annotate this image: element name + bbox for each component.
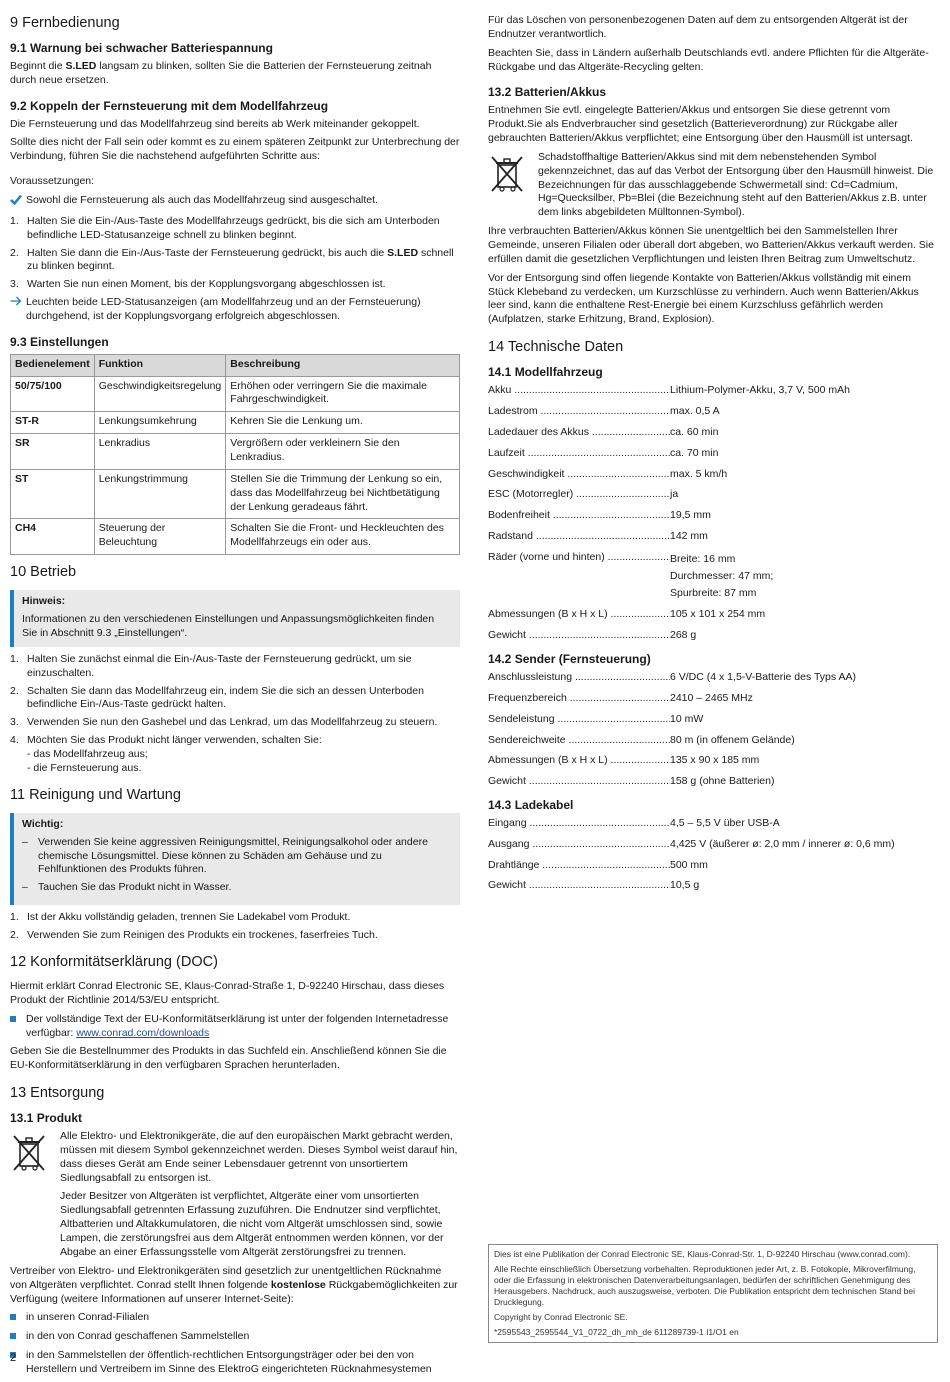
table-cell: Vergrößern oder verkleinern Sie den Lenkradius. <box>226 434 460 470</box>
vehicle-specs <box>488 384 936 643</box>
settings-table <box>10 354 460 555</box>
paragraph-personal-data: Für das Löschen von personenbezogenen Daten auf dem zu entsorgenden Altgerät ist der Endnutzer verantwortlich. <box>488 14 908 40</box>
spec-row: Sendereichweite ..... 80 m (in offenem Gelände) <box>488 734 936 748</box>
spec-row: Gewicht ..... 10,5 g <box>488 879 936 893</box>
section-title-11: 11 Reinigung und Wartung <box>10 786 181 803</box>
list-item: 1. Ist der Akku vollständig geladen, trennen Sie Ladekabel vom Produkt. <box>10 911 351 924</box>
operation-steps <box>10 653 460 776</box>
table-cell: ST <box>11 469 95 519</box>
subsection-title-9-1: 9.1 Warnung bei schwacher Batteriespannung <box>10 41 273 56</box>
list-item: 4. Möchten Sie das Produkt nicht länger verwenden, schalten Sie: - das Modellfahrzeug aus; - die Fernsteuerung aus. <box>10 734 322 774</box>
square-bullet-icon <box>10 1013 26 1027</box>
column-header: Bedienelement <box>11 354 95 376</box>
column-header: Funktion <box>94 354 226 376</box>
subsection-title-13-2: 13.2 Batterien/Akkus <box>488 85 607 100</box>
paragraph-weee-symbol: Alle Elektro- und Elektronikgeräte, die auf den europäischen Markt gebracht werden, müssen mit diesem Symbol gekennzeichnet werden. Dieses Symbol weist darauf hin, dass dieses Gerät am Ende seiner Lebensdauer getrennt von unsortiertem Siedlungsabfall zu entsorgen ist. <box>60 1130 458 1184</box>
hint-text: Informationen zu den verschiedenen Einstellungen und Anpassungsmöglichkeiten finden Sie in Abschnitt 9.3 „Einstellungen“. <box>22 613 435 639</box>
square-bullet-icon <box>10 1311 26 1325</box>
paragraph-hazardous-batteries: Schadstoffhaltige Batterien/Akkus sind mit dem nebenstehenden Symbol gekennzeichnet, das auf das Verbot der Entsorgung über den Hausmüll hinweist. Die Bezeichnungen für das ausschlaggebende Schwermetall sind: Cd=Cadmium, Hg=Quecksilber, Pb=Blei (die Bezeichnung steht auf den Batterien/Akkus z.B. unter dem links abgebildeten Mülltonnen-Symbol). <box>538 150 934 219</box>
table-cell: CH4 <box>11 519 95 555</box>
list-item: 2. Schalten Sie dann das Modellfahrzeug ein, indem Sie die sich an dessen Unterboden befindliche Ein-/Aus-Taste gedrückt halten. <box>10 684 424 711</box>
prerequisite-item: Sowohl die Fernsteuerung als auch das Modellfahrzeug sind ausgeschaltet. <box>10 194 460 210</box>
hint-heading: Hinweis: <box>22 595 66 608</box>
imprint-code: *2595543_2595544_V1_0722_dh_mh_de 611289739-1 I1/O1 en <box>494 1327 739 1338</box>
paragraph-declaration: Hiermit erklärt Conrad Electronic SE, Klaus-Conrad-Straße 1, D-92240 Hirschau, dass dieses Produkt der Richtlinie 2014/53/EU entspricht. <box>10 979 445 1006</box>
list-item: 2. Halten Sie dann die Ein-/Aus-Taste der Fernsteuerung gedrückt, bis auch die S.LED schnell zu blinken beginnt. <box>10 246 454 273</box>
section-title-9: 9 Fernbedienung <box>10 15 120 31</box>
spec-row: Ladedauer des Akkus ..... ca. 60 min <box>488 426 936 440</box>
result-item: Leuchten beide LED-Statusanzeigen (am Modellfahrzeug und an der Fernsteuerung) durchgehend, ist der Kopplungsvorgang erfolgreich abgeschlossen. <box>10 296 460 324</box>
column-header: Beschreibung <box>226 354 460 376</box>
spec-row: Gewicht ..... 268 g <box>488 629 936 643</box>
important-box <box>10 813 460 905</box>
paragraph-pairing-intro: Sollte dies nicht der Fall sein oder kommt es zu einem späteren Zeitpunkt zur Unterbrechung der Verbindung, führen Sie die nachstehend aufgeführten Schritte aus: <box>10 136 460 163</box>
subsection-title-9-2: 9.2 Koppeln der Fernsteuerung mit dem Modellfahrzeug <box>10 98 329 113</box>
subsection-title-14-1: 14.1 Modellfahrzeug <box>488 365 603 380</box>
paragraph-return-batteries: Ihre verbrauchten Batterien/Akkus können Sie unentgeltlich bei den Sammelstellen Ihrer Gemeinde, unseren Filialen oder überall dort abgeben, wo Batterien/Akkus verkauft werden. Sie erfüllen damit die gesetzlichen Verpflichtungen und leisten Ihren Beitrag zum Umweltschutz. <box>488 225 934 265</box>
table-row <box>11 412 460 434</box>
spec-row: Akku ..... Lithium-Polymer-Akku, 3,7 V, 500 mAh <box>488 384 936 398</box>
paragraph-battery-warning: Beginnt die S.LED langsam zu blinken, sollten Sie die Batterien der Fernsteuerung zeitnah durch neue ersetzen. <box>10 59 432 86</box>
important-heading: Wichtig: <box>22 817 64 830</box>
subsection-title-13-1: 13.1 Produkt <box>10 1111 83 1126</box>
table-cell: Lenkungstrimmung <box>94 469 226 519</box>
spec-row: Radstand ..... 142 mm <box>488 530 936 544</box>
square-bullet-icon <box>10 1330 26 1344</box>
cleaning-steps <box>10 911 460 943</box>
table-cell: SR <box>11 434 95 470</box>
table-cell: Stellen Sie die Trimmung der Lenkung so ein, dass das Modellfahrzeug bei Nichtbetätigung der Lenkung geradeaus fährt. <box>226 469 460 519</box>
pairing-steps <box>10 215 460 292</box>
paragraph-paired: Die Fernsteuerung und das Modellfahrzeug sind bereits ab Werk miteinander gekoppelt. <box>10 117 420 130</box>
spec-row: Ausgang ..... 4,425 V (äußerer ø: 2,0 mm / innerer ø: 0,6 mm) <box>488 838 936 852</box>
section-title-13: 13 Entsorgung <box>10 1085 105 1102</box>
spec-row: Bodenfreiheit ..... 19,5 mm <box>488 509 936 523</box>
spec-row: Laufzeit ..... ca. 70 min <box>488 447 936 461</box>
paragraph-owner-duties: Jeder Besitzer von Altgeräten ist verpflichtet, Altgeräte einer vom unsortierten Siedlungsabfall getrennten Erfassung zuzuführen. Die Endnutzer sind verpflichtet, Altbatterien und Altakkumulatoren, die nicht vom Altgerät umschlossen sind, sowie Lampen, die zerstörungsfrei aus dem Altgerät entnommen werden können, vor der Abgabe an einer Erfassungsstelle vom Altgerät zerstörungsfrei zu trennen. <box>60 1190 444 1258</box>
checkmark-icon <box>10 194 26 210</box>
crossed-bin-icon <box>10 1130 60 1265</box>
imprint-copyright: Copyright by Conrad Electronic SE. <box>494 1312 628 1323</box>
table-cell: Geschwindigkeitsregelung <box>94 376 226 412</box>
spec-row-wheels: Räder (vorne und hinten) ..... Breite: 16 mm Durchmesser: 47 mm; Spurbreite: 87 mm <box>488 551 936 601</box>
spec-row: Gewicht ..... 158 g (ohne Batterien) <box>488 775 936 789</box>
arrow-right-icon <box>10 296 26 311</box>
spec-row: Anschlussleistung ..... 6 V/DC (4 x 1,5-V-Batterie des Typs AA) <box>488 671 936 685</box>
hint-box <box>10 590 460 647</box>
table-cell: 50/75/100 <box>11 376 95 412</box>
table-cell: Lenkradius <box>94 434 226 470</box>
paragraph-remove-batteries: Entnehmen Sie evtl. eingelegte Batterien/Akkus und entsorgen Sie diese getrennt vom Produkt.Sie als Endverbraucher sind gesetzlich (Batterieverordnung) zur Rückgabe aller gebrauchten Batterien/Akkus verpflichtet; eine Entsorgung über den Hausmüll ist untersagt. <box>488 104 913 144</box>
list-item: in den von Conrad geschaffenen Sammelstellen <box>10 1330 460 1344</box>
section-title-14: 14 Technische Daten <box>488 339 624 356</box>
list-item: – Tauchen Sie das Produkt nicht in Wasser. <box>22 881 232 894</box>
spec-row: Eingang ..... 4,5 – 5,5 V über USB-A <box>488 817 936 831</box>
spec-row: Sendeleistung ..... 10 mW <box>488 713 936 727</box>
spec-row: Abmessungen (B x H x L) ..... 105 x 101 x 254 mm <box>488 608 936 622</box>
left-column <box>10 14 460 1382</box>
table-cell: Schalten Sie die Front- und Heckleuchten des Modellfahrzeugs ein oder aus. <box>226 519 460 555</box>
table-row <box>11 469 460 519</box>
list-item: 1. Halten Sie die Ein-/Aus-Taste des Modellfahrzeugs gedrückt, bis die sich am Unterboden befindliche LED-Statusanzeige schnell zu blinken beginnt. <box>10 214 440 241</box>
section-title-12: 12 Konformitätserklärung (DOC) <box>10 953 218 970</box>
spec-row: Ladestrom ..... max. 0,5 A <box>488 405 936 419</box>
subsection-title-14-3: 14.3 Ladekabel <box>488 798 574 813</box>
product-disposal-block <box>10 1130 460 1265</box>
imprint-rights: Alle Rechte einschließlich Übersetzung vorbehalten. Reproduktionen jeder Art, z. B. Fotokopie, Mikroverfilmung, oder die Erfassung in elektronischen Datenverarbeitungsanlagen, bedürfen der schriftlichen Genehmigung des Herausgebers. Nachdruck, auch auszugsweise, verboten. Die Publikation entspricht dem technischen Stand bei Drucklegung. <box>494 1264 916 1308</box>
table-header-row <box>11 354 460 376</box>
table-row <box>11 434 460 470</box>
list-item: Der vollständige Text der EU-Konformitätserklärung ist unter der folgenden Internetadresse verfügbar: www.conrad.com/downloads <box>10 1013 460 1041</box>
table-row <box>11 519 460 555</box>
table-row <box>11 376 460 412</box>
page-number: 2 <box>10 1352 17 1364</box>
cable-specs <box>488 817 936 893</box>
imprint-box <box>488 1244 938 1343</box>
prerequisites-label: Voraussetzungen: <box>10 175 95 188</box>
paragraph-short-circuit: Vor der Entsorgung sind offen liegende Kontakte von Batterien/Akkus vollständig mit einem Stück Klebeband zu verdecken, um Kurzschlüsse zu verhindern. Auch wenn Batterien/Akkus leer sind, kann die enthaltene Rest-Energie bei einem Kurzschluss gefährlich werden (Aufplatzen, starke Erhitzung, Brand, Explosion). <box>488 271 919 326</box>
table-cell: Kehren Sie die Lenkung um. <box>226 412 460 434</box>
table-cell: Lenkungsumkehrung <box>94 412 226 434</box>
list-item: in den Sammelstellen der öffentlich-rechtlichen Entsorgungsträger oder bei den von Herstellern und Vertreibern im Sinne des ElektroG eingerichteten Rücknahmesystemen <box>10 1349 460 1377</box>
spec-row: Frequenzbereich ..... 2410 – 2465 MHz <box>488 692 936 706</box>
paragraph-order-number: Geben Sie die Bestellnummer des Produkts in das Suchfeld ein. Anschließend können Sie die EU-Konformitätserklärung in den verfügbaren Sprachen herunterladen. <box>10 1045 447 1072</box>
imprint-publisher: Dies ist eine Publikation der Conrad Electronic SE, Klaus-Conrad-Str. 1, D-92240 Hirschau (www.conrad.com). <box>494 1249 911 1259</box>
downloads-link[interactable]: www.conrad.com/downloads <box>76 1026 210 1039</box>
subsection-title-9-3: 9.3 Einstellungen <box>10 334 109 349</box>
table-cell: Steuerung der Beleuchtung <box>94 519 226 555</box>
list-item: 3. Warten Sie nun einen Moment, bis der Kopplungsvorgang abgeschlossen ist. <box>10 278 386 291</box>
battery-symbol-block <box>488 151 936 225</box>
list-item: 2. Verwenden Sie zum Reinigen des Produkts ein trockenes, faserfreies Tuch. <box>10 928 378 941</box>
crossed-bin-icon <box>488 151 538 225</box>
paragraph-other-countries: Beachten Sie, dass in Ländern außerhalb Deutschlands evtl. andere Pflichten für die Altgeräte-Rückgabe und das Altgeräte-Recycling gelten. <box>488 46 929 73</box>
spec-row: Abmessungen (B x H x L) ..... 135 x 90 x 185 mm <box>488 754 936 768</box>
spec-row: Geschwindigkeit ..... max. 5 km/h <box>488 468 936 482</box>
list-item: 1. Halten Sie zunächst einmal die Ein-/Aus-Taste der Fernsteuerung gedrückt, um sie einzuschalten. <box>10 652 412 679</box>
spec-row: ESC (Motorregler) ..... ja <box>488 488 936 502</box>
list-item: 3. Verwenden Sie nun den Gashebel und das Lenkrad, um das Modellfahrzeug zu steuern. <box>10 716 438 729</box>
section-title-10: 10 Betrieb <box>10 564 77 581</box>
transmitter-specs <box>488 671 936 789</box>
table-cell: Erhöhen oder verringern Sie die maximale Fahrgeschwindigkeit. <box>226 376 460 412</box>
table-cell: ST-R <box>11 412 95 434</box>
paragraph-return-options: Vertreiber von Elektro- und Elektronikgeräten sind gesetzlich zur unentgeltlichen Rücknahme von Altgeräten verpflichtet. Conrad stellt Ihnen folgende kostenlose Rückgabemöglichkeiten zur Verfügung (weitere Informationen auf unserer Internet-Seite): <box>10 1264 458 1305</box>
right-column <box>488 14 936 900</box>
list-item: in unseren Conrad-Filialen <box>10 1311 460 1325</box>
subsection-title-14-2: 14.2 Sender (Fernsteuerung) <box>488 652 651 667</box>
list-item: – Verwenden Sie keine aggressiven Reinigungsmittel, Reinigungsalkohol oder andere chemische Lösungsmittel. Diese können zu Schäden am Gehäuse und zu Fehlfunktionen des Produkts führen. <box>22 835 428 876</box>
spec-row: Drahtlänge ..... 500 mm <box>488 859 936 873</box>
